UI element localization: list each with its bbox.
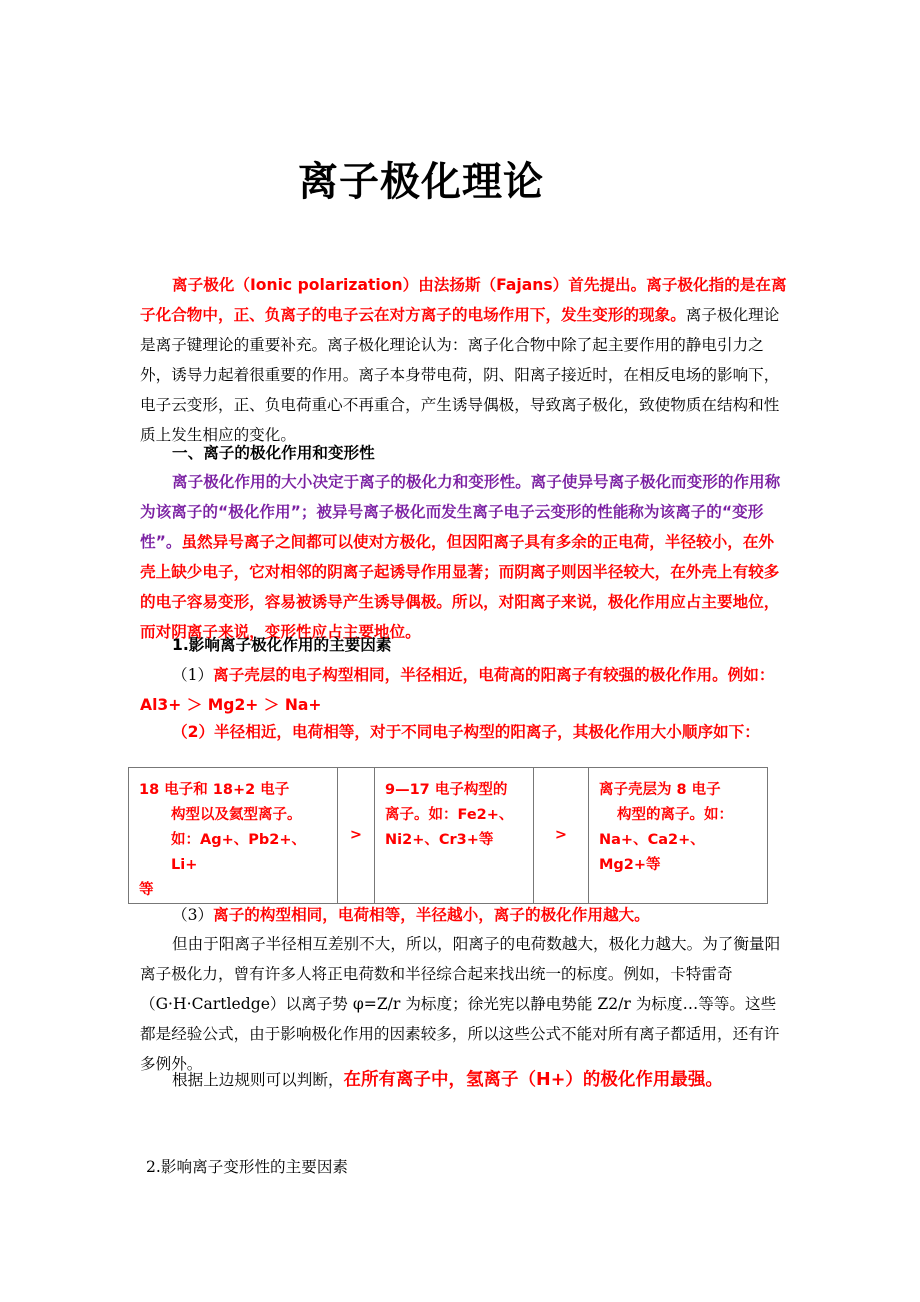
section-heading-polarization: 一、离子的极化作用和变形性	[172, 444, 375, 462]
cell-line: 18 电子和 18+2 电子	[139, 782, 290, 798]
cell-line: Ni2+、Cr3+等	[385, 832, 494, 848]
rule-3	[140, 900, 788, 930]
polarization-definition: 离子极化作用的大小决定于离子的极化力和变形性。离子使异号离子极化而变形的作用称为该离子的“极化作用”；被异号离子极化而发生离子电子云变形的性能称为该离子的“变形性”。	[140, 473, 781, 551]
page-title: 离子极化理论	[298, 159, 544, 205]
cell-line: 构型的离子。如：	[617, 807, 733, 823]
measurement-paragraph: 但由于阳离子半径相互差别不大，所以，阳离子的电荷数越大，极化力越大。为了衡量阳离子极化力，曾有许多人将正电荷数和半径综合起来找出统一的标度。例如，卡特雷奇（G·H·Cartledge）以离子势 φ=Z/r 为标度；徐光宪以静电势能 Z2/r 为标度…等等。这些都是经验公式，由于影响极化作用的因素较多，所以这些公式不能对所有离子都适用，还有许多例外。	[140, 935, 781, 1073]
cell-line: 等	[139, 882, 154, 898]
rule-1-number: （1）	[172, 666, 214, 684]
intro-explanation: 离子极化理论是离子键理论的重要补充。离子极化理论认为：离子化合物中除了起主要作用的静电引力之外，诱导力起着很重要的作用。离子本身带电荷，阴、阳离子接近时，在相反电场的影响下，电子云变形，正、负电荷重心不再重合，产生诱导偶极，导致离子极化，致使物质在结构和性质上发生相应的变化。	[140, 306, 780, 444]
rule-3-text: 离子的构型相同，电荷相等，半径越小，离子的极化作用越大。	[213, 906, 650, 924]
cell-line: Na+、Ca2+、Mg2+等	[599, 832, 705, 873]
conclusion-highlight: 在所有离子中，氢离子（H+）的极化作用最强。	[343, 1070, 723, 1090]
electron-configuration-table	[128, 767, 768, 904]
rule-1	[140, 660, 788, 720]
greater-than-sign: >	[338, 768, 375, 904]
cell-line: 构型以及氦型离子。	[171, 807, 302, 823]
greater-than-sign: >	[534, 768, 589, 904]
intro-definition: 离子极化（Ionic polarization）由法扬斯（Fajans）首先提出。离子极化指的是在离子化合物中，正、负离子的电子云在对方离子的电场作用下，发生变形的现象。	[140, 276, 787, 324]
subheading-polarization-factors: 1.影响离子极化作用的主要因素	[172, 636, 392, 654]
table-cell-18-electron	[129, 768, 338, 904]
rule-1-text: 离子壳层的电子构型相同，半径相近，电荷高的阳离子有较强的极化作用。例如：Al3+ ＞ Mg2+ ＞ Na+	[140, 666, 775, 714]
rule-3-number: （3）	[172, 906, 214, 924]
cell-line: 如：Ag+、Pb2+、Li+	[171, 832, 306, 873]
conclusion-prefix: 根据上边规则可以判断，	[172, 1071, 344, 1089]
table-cell-9-17-electron	[375, 768, 534, 904]
cell-line: 9—17 电子构型的	[385, 782, 508, 798]
table-cell-8-electron	[589, 768, 768, 904]
subheading-deformability-factors: 2.影响离子变形性的主要因素	[146, 1158, 349, 1176]
section1-paragraph	[140, 467, 788, 647]
cation-anion-explanation: 虽然异号离子之间都可以使对方极化，但因阳离子具有多余的正电荷，半径较小，在外壳上缺少电子，它对相邻的阴离子起诱导作用显著；而阴离子则因半径较大，在外壳上有较多的电子容易变形，容易被诱导产生诱导偶极。所以，对阳离子来说，极化作用应占主要地位，而对阴离子来说，变形性应占主要地位。	[140, 533, 780, 641]
rule-2: （2）半径相近，电荷相等，对于不同电子构型的阳离子，其极化作用大小顺序如下：	[172, 723, 760, 741]
cell-line: 离子壳层为 8 电子	[599, 782, 721, 798]
intro-paragraph	[140, 270, 788, 450]
conclusion-paragraph	[140, 1065, 788, 1095]
cell-line: 离子。如：Fe2+、	[385, 807, 514, 823]
